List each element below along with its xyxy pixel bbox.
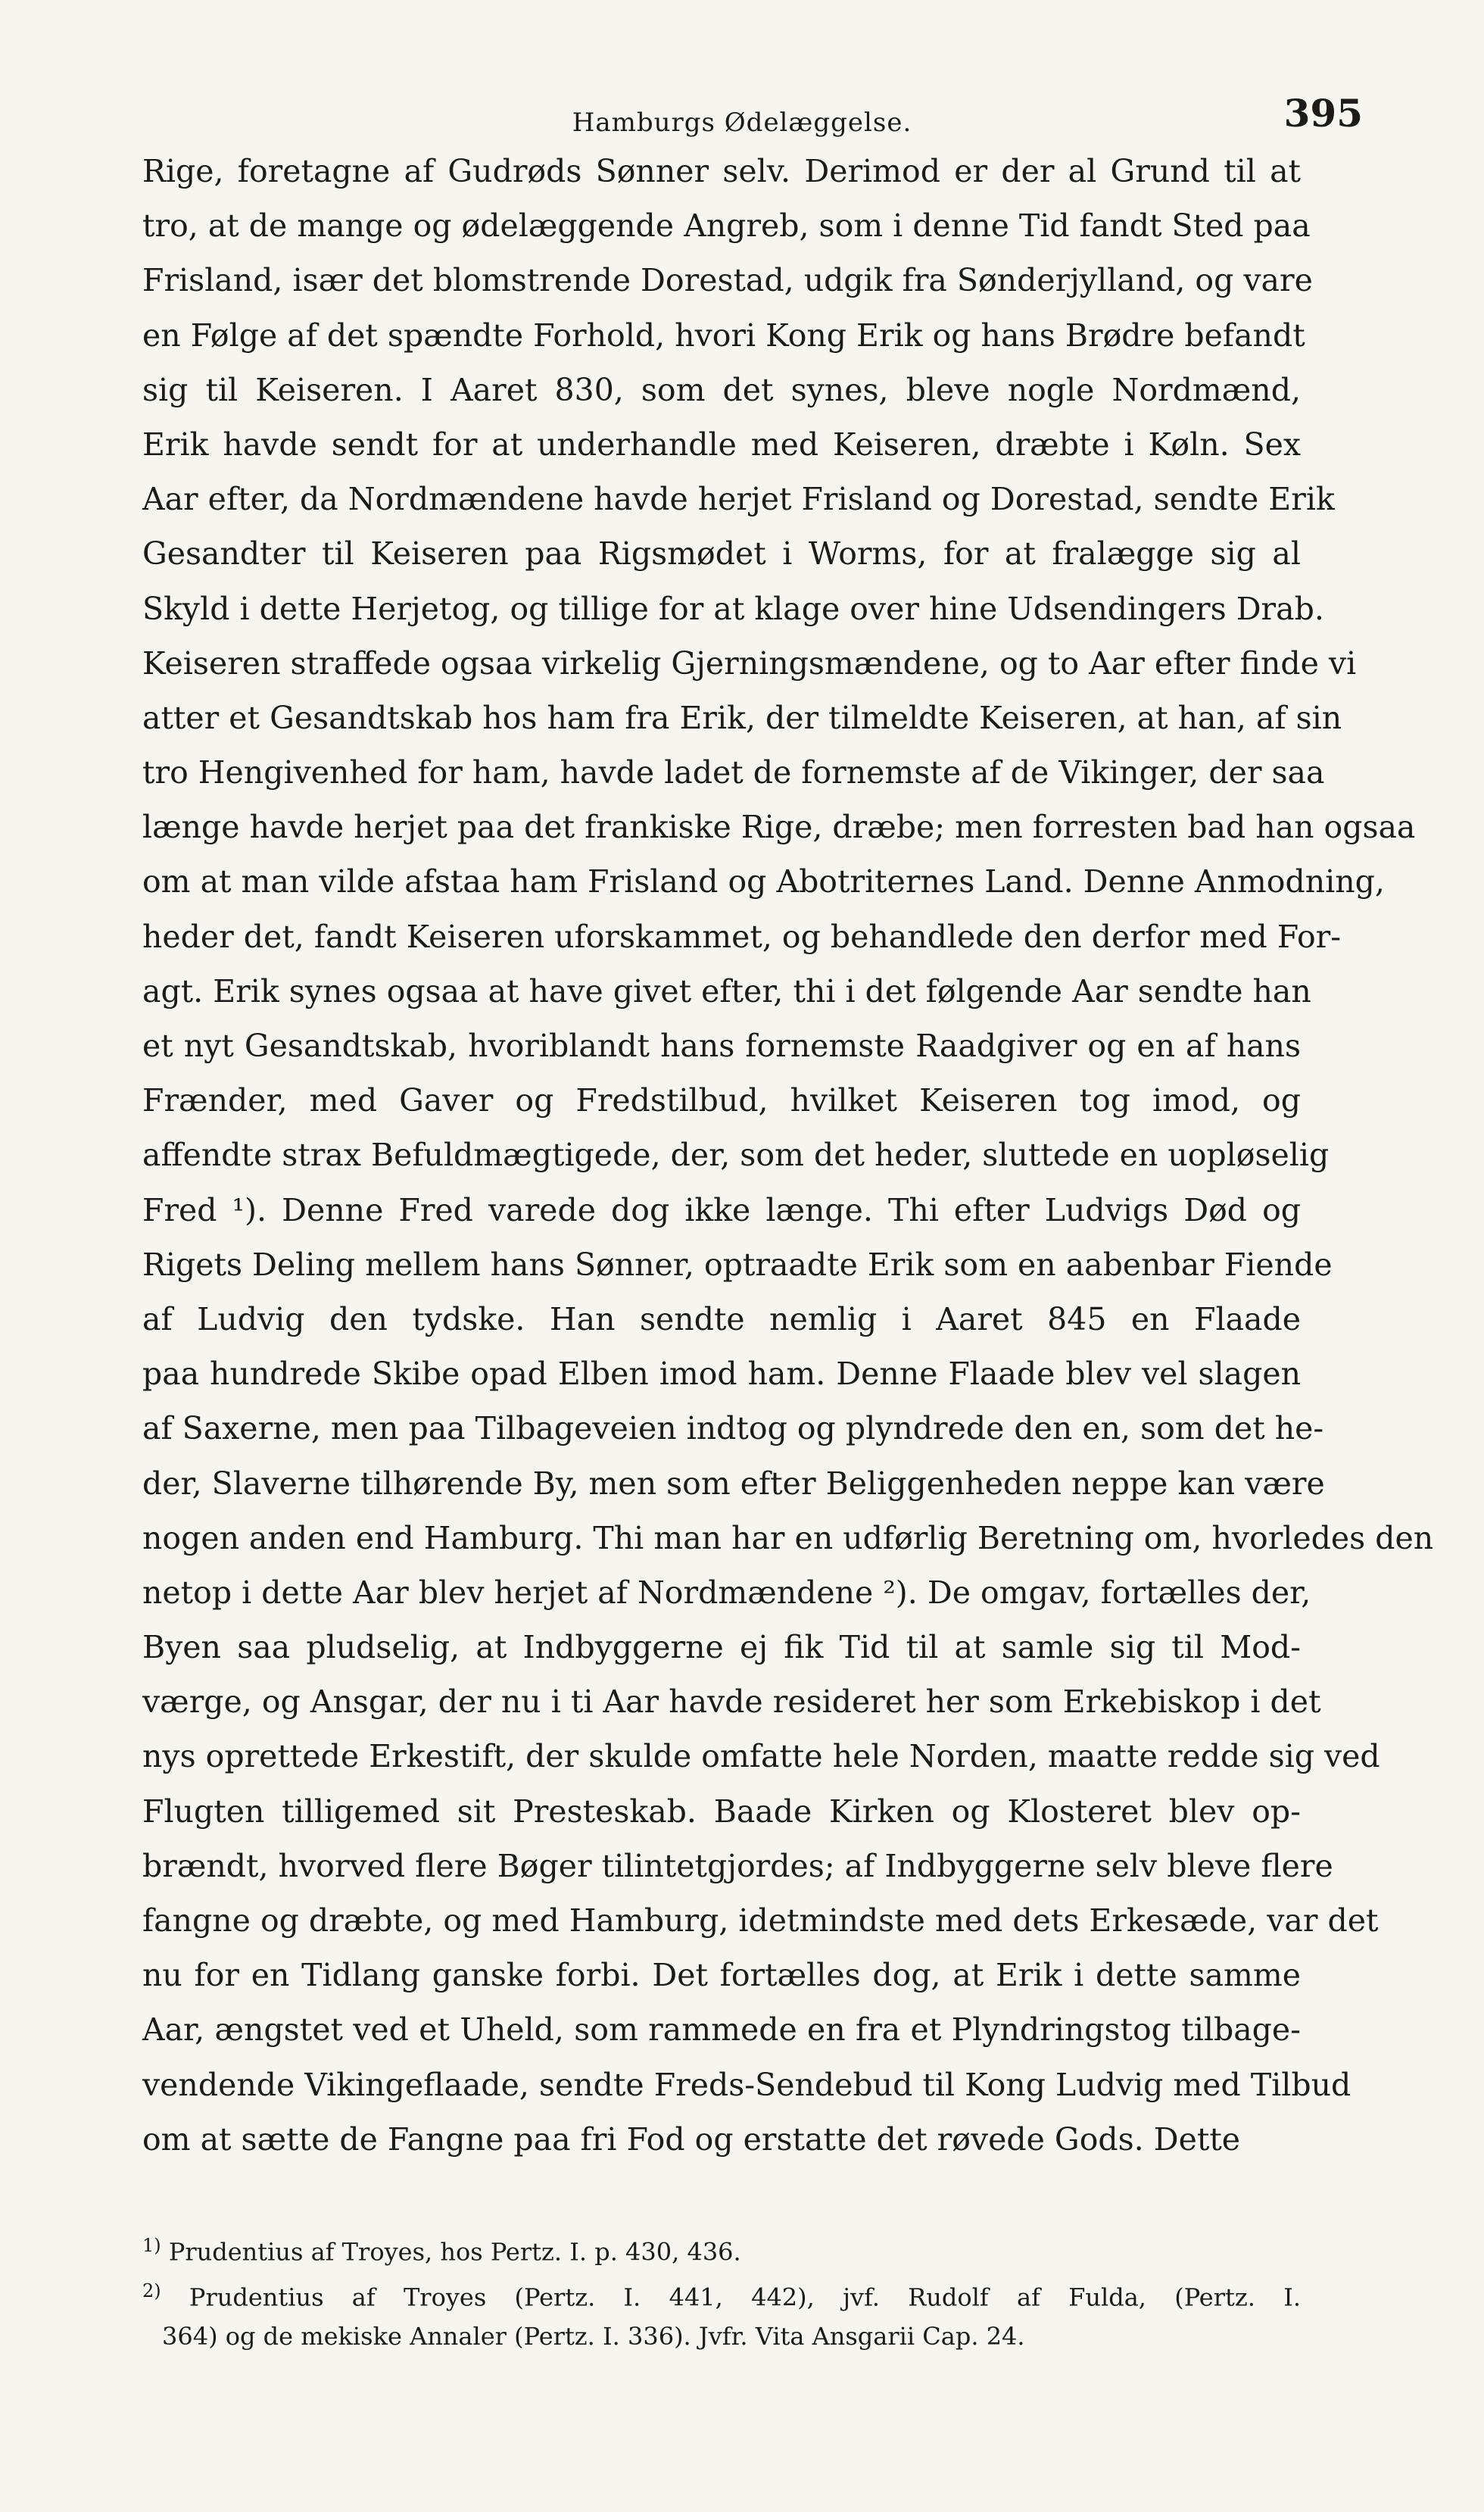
- text-line: Aar, ængstet ved et Uheld, som rammede en fra et Plyndringstog tilbage-: [142, 2011, 1301, 2049]
- text-line: om at man vilde afstaa ham Frisland og Abotriternes Land. Denne Anmodning,: [142, 863, 1385, 900]
- text-line: der, Slaverne tilhørende By, men som efter Beliggenheden neppe kan være: [142, 1465, 1325, 1502]
- text-line: affendte strax Befuldmægtigede, der, som det heder, sluttede en uopløselig: [142, 1137, 1330, 1174]
- footnotes: [142, 2223, 1301, 2359]
- text-line: netop i dette Aar blev herjet af Nordmændene ²). De omgav, fortælles der,: [142, 1574, 1311, 1611]
- running-title: Hamburgs Ødelæggelse.: [572, 108, 912, 138]
- text-line: Erik havde sendt for at underhandle med Keiseren, dræbte i Køln. Sex: [142, 426, 1301, 463]
- footnote-2-continuation: 364) og de mekiske Annaler (Pertz. I. 336). Jvfr. Vita Ansgarii Cap. 24.: [162, 2322, 1025, 2351]
- text-line: Keiseren straffede ogsaa virkelig Gjerningsmændene, og to Aar efter finde vi: [142, 644, 1357, 682]
- text-line: nu for en Tidlang ganske forbi. Det fortælles dog, at Erik i dette samme: [142, 1957, 1301, 1994]
- text-line: agt. Erik synes ogsaa at have givet efter, thi i det følgende Aar sendte han: [142, 972, 1311, 1009]
- text-line: Flugten tilligemed sit Presteskab. Baade Kirken og Klosteret blev op-: [142, 1793, 1301, 1830]
- text-line: vendende Vikingeflaade, sendte Freds-Sendebud til Kong Ludvig med Tilbud: [142, 2066, 1352, 2103]
- footnote-2-text-line-1: Prudentius af Troyes (Pertz. I. 441, 442), jvf. Rudolf af Fulda, (Pertz. I.: [189, 2283, 1302, 2312]
- footnote-1-mark: 1): [142, 2235, 161, 2256]
- footnote-2: [142, 2268, 1301, 2314]
- footnote-1: [142, 2223, 1301, 2268]
- text-line: nogen anden end Hamburg. Thi man har en udførlig Beretning om, hvorledes den: [142, 1519, 1434, 1556]
- running-head: [114, 91, 1370, 144]
- text-line: Frænder, med Gaver og Fredstilbud, hvilket Keiseren tog imod, og: [142, 1082, 1301, 1119]
- text-line: af Saxerne, men paa Tilbageveien indtog og plyndrede den en, som det he-: [142, 1410, 1324, 1447]
- footnote-1-text: Prudentius af Troyes, hos Pertz. I. p. 430, 436.: [168, 2237, 741, 2267]
- text-line: nys oprettede Erkestift, der skulde omfatte hele Norden, maatte redde sig ved: [142, 1738, 1380, 1775]
- footnote-2-mark: 2): [142, 2280, 161, 2301]
- text-line: heder det, fandt Keiseren uforskammet, og behandlede den derfor med For-: [142, 918, 1342, 955]
- text-line: tro Hengivenhed for ham, havde ladet de fornemste af de Vikinger, der saa: [142, 754, 1325, 791]
- text-line: sig til Keiseren. I Aaret 830, som det synes, bleve nogle Nordmænd,: [142, 371, 1301, 408]
- text-line: brændt, hvorved flere Bøger tilintetgjordes; af Indbyggerne selv bleve flere: [142, 1847, 1333, 1884]
- text-line: tro, at de mange og ødelæggende Angreb, som i denne Tid fandt Sted paa: [142, 208, 1311, 245]
- text-line: Aar efter, da Nordmændene havde herjet Frisland og Dorestad, sendte Erik: [142, 481, 1335, 518]
- text-line: paa hundrede Skibe opad Elben imod ham. Denne Flaade blev vel slagen: [142, 1356, 1301, 1393]
- text-line: atter et Gesandtskab hos ham fra Erik, der tilmeldte Keiseren, at han, af sin: [142, 699, 1342, 736]
- text-line: Rigets Deling mellem hans Sønner, optraadte Erik som en aabenbar Fiende: [142, 1246, 1333, 1283]
- text-line: Gesandter til Keiseren paa Rigsmødet i Worms, for at fralægge sig al: [142, 535, 1301, 573]
- text-line: Skyld i dette Herjetog, og tillige for at klage over hine Udsendingers Drab.: [142, 590, 1324, 627]
- text-line: Rige, foretagne af Gudrøds Sønner selv. Derimod er der al Grund til at: [142, 153, 1301, 189]
- text-line: en Følge af det spændte Forhold, hvori Kong Erik og hans Brødre befandt: [142, 317, 1305, 354]
- text-line: fangne og dræbte, og med Hamburg, idetmindste med dets Erkesæde, var det: [142, 1902, 1379, 1939]
- text-line: af Ludvig den tydske. Han sendte nemlig i Aaret 845 en Flaade: [142, 1300, 1301, 1337]
- text-line: om at sætte de Fangne paa fri Fod og erstatte det røvede Gods. Dette: [142, 2120, 1241, 2158]
- text-line: Frisland, især det blomstrende Dorestad, udgik fra Sønderjylland, og vare: [142, 262, 1313, 299]
- body-text: [142, 144, 1434, 2167]
- text-line: længe havde herjet paa det frankiske Rige, dræbe; men forresten bad han ogsaa: [142, 809, 1416, 846]
- page-number: 395: [1283, 91, 1363, 136]
- text-line: Fred ¹). Denne Fred varede dog ikke længe. Thi efter Ludvigs Død og: [142, 1191, 1301, 1228]
- text-line: Byen saa pludselig, at Indbyggerne ej fik Tid til at samle sig til Mod-: [142, 1629, 1301, 1666]
- text-line: et nyt Gesandtskab, hvoriblandt hans fornemste Raadgiver og en af hans: [142, 1028, 1301, 1064]
- text-line: værge, og Ansgar, der nu i ti Aar havde resideret her som Erkebiskop i det: [142, 1684, 1321, 1721]
